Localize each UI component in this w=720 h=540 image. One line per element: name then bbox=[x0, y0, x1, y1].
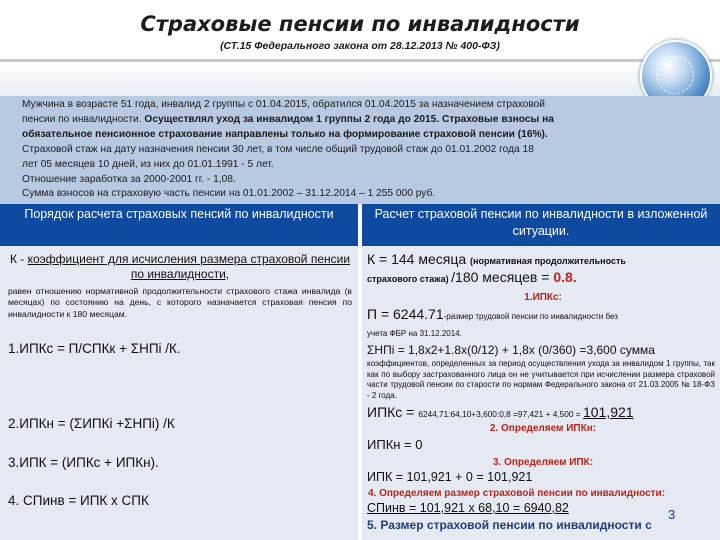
left-column-header: Порядок расчета страховых пенсий по инвалидности bbox=[0, 204, 358, 246]
ipk-calc: ИПК = 101,921 + 0 = 101,921 bbox=[367, 470, 533, 484]
header-stripe bbox=[0, 62, 720, 97]
step4-title: 4. Определяем размер страховой пенсии по инвалидности: bbox=[368, 488, 666, 499]
slide-subtitle: (СТ.15 Федерального закона от 28.12.2013 № 400-ФЗ) bbox=[220, 40, 500, 52]
snp-note: коэффициентов, определенных за период осуществления ухода за инвалидом 1 группы, так как по выбору застрахованного лица он не учитывается при исчислении размера страховой части трудовой пенсии по старости по нормам Федерального закона от 21.03.2005 № 18-ФЗ - 2 года. bbox=[367, 359, 715, 400]
slide-title: Страховые пенсии по инвалидности bbox=[140, 12, 580, 36]
step3-title: 3. Определяем ИПК: bbox=[492, 457, 594, 468]
k-calc-line1: К = 144 месяца (нормативная продолжительность bbox=[367, 251, 626, 267]
ipkc-calc: ИПКс = 6244,71:64,10+3,600:0,8 =97,421 + 4,500 = 101,921 bbox=[367, 404, 634, 420]
formula-ipk: 3.ИПК = (ИПКс + ИПКн). bbox=[8, 455, 159, 470]
right-column-header: Расчет страховой пенсии по инвалидности в изложенной ситуации. bbox=[362, 204, 720, 246]
formula-spinv: 4. СПинв = ИПК х СПК bbox=[8, 493, 149, 508]
k-calc-line2: страхового стажа) /180 месяцев = 0.8. bbox=[367, 269, 577, 285]
k-definition-text: равен отношению нормативной продолжительности страхового стажа инвалида (в месяцах) по состоянию на день, с которого назначается страховая пенсия по инвалидности к 180 месяцам. bbox=[8, 286, 352, 319]
formula-ipkc: 1.ИПКс = П/СПКк + ΣНПi /К. bbox=[8, 341, 181, 356]
p-calc: П = 6244.71-размер трудовой пенсии по инвалидности без bbox=[367, 306, 618, 322]
k-definition-title: К - коэффициент для исчисления размера страховой пенсии по инвалидности, bbox=[9, 252, 351, 281]
step1-title: 1.ИПКс: bbox=[524, 292, 562, 303]
page-number: 3 bbox=[668, 507, 676, 522]
step5-title: 5. Размер страховой пенсии по инвалидности с bbox=[367, 518, 652, 532]
scenario-text: Мужчина в возрасте 51 года, инвалид 2 группы с 01.04.2015, обратился 01.04.2015 за назначением страховой пенсии по инвалидности. Осуществлял уход за инвалидом 1 группы 2 года до 2015. Страховые взносы на обязательное пенсионное страхование направлены только на формирование страховой пенсии (16%). Страховой стаж на дату назначения пенсии 30 лет, в том числе общий трудовой стаж до 01.01.2002 года 18 лет 05 месяцев 10 дней, из них до 01.01.1991 - 5 лет. Отношение заработка за 2000-2001 гг. - 1,08. Сумма взносов на страховую часть пенсии на 01.01.2002 – 31.12.2014 – 1 255 000 руб. bbox=[22, 99, 554, 200]
step2-title: 2. Определяем ИПКн: bbox=[489, 423, 597, 434]
column-divider bbox=[358, 204, 362, 540]
ipkn-calc: ИПКн = 0 bbox=[367, 437, 423, 452]
snp-calc: ΣНПi = 1,8х2+1.8х(0/12) + 1,8х (0/360) =3,600 сумма bbox=[367, 343, 655, 357]
spinv-calc: СПинв = 101,921 х 68,10 = 6940,82 bbox=[367, 501, 569, 515]
p-note: учета ФБР на 31.12.2014. bbox=[367, 329, 462, 338]
formula-ipkn: 2.ИПКн = (ΣИПКi +ΣНПi) /К bbox=[8, 416, 175, 431]
